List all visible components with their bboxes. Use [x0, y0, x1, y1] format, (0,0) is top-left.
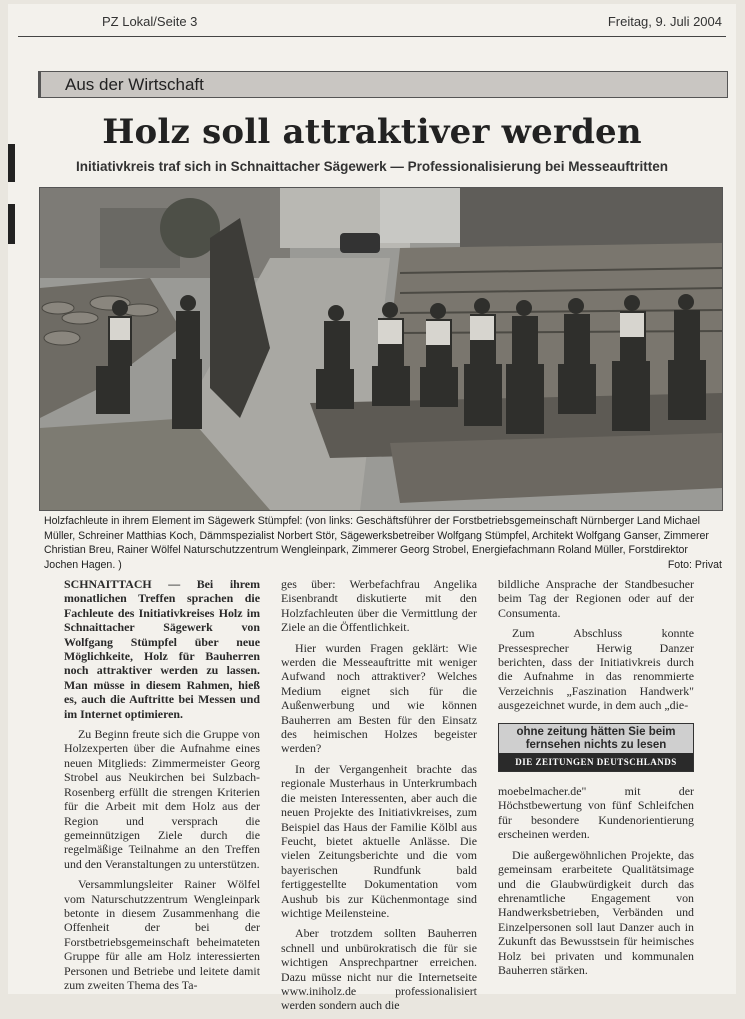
article-paragraph: ges über: Werbefachfrau Angelika Eisenbrandt diskutierte mit den Holzfachleuten über die Vermittlung der Ziele an die Öffentlichkeit.: [281, 577, 477, 635]
header-rule: [18, 36, 726, 37]
newspaper-ad-box: [498, 723, 694, 772]
photo-caption-text: Holzfachleute in ihrem Element im Sägewerk Stümpfel: (von links: Geschäftsführer der Forstbetriebsgemeinschaft Nürnberger Land Michael Müller, Schreiner Matthias Koch, Dämmspezialist Norbert Stör, Sägewerksbetreiber Wolfgang Stümpfel, Architekt Wolfgang Ganser, Zimmerer Christian Breu, Rainer Wölfel Naturschutzzentrum Wengleinpark, Zimmerer Georg Strobel, Energiefachmann Roland Müller, Forstdirektor Jochen Hagen. ): [44, 515, 709, 571]
newspaper-page: [8, 4, 736, 1013]
ad-signature: DIE ZEITUNGEN DEUTSCHLANDS: [499, 753, 693, 771]
article-lead: SCHNAITTACH — Bei ihrem monatlichen Treffen sprachen die Fachleute des Initiativkreises Holz im Schnaittacher Sägewerk von Wolfgang Stümpfel über neue Möglichkeite, Holz für Bauherren noch attraktiver werden zu lassen. Man müsse in diesem Rahmen, hieß es, auch die Auftritte bei Messen und im Internet optimieren.: [64, 577, 260, 721]
scan-edge-mark: [8, 204, 15, 244]
photo-credit: Foto: Privat: [667, 558, 722, 571]
article-column-2: [281, 577, 477, 1019]
page-header-section: PZ Lokal/Seite 3: [102, 14, 198, 29]
section-label: Aus der Wirtschaft: [38, 71, 728, 98]
article-paragraph: Zum Abschluss konnte Pressesprecher Herwig Danzer berichten, dass der Initiativkreis durch die Aufnahme in das renommierte Verzeichnis „Faszination Handwerk" ausgezeichnet wurde, in dem auch „die-: [498, 626, 694, 713]
article-paragraph: Die außergewöhnlichen Projekte, das gemeinsam erarbeitete Qualitätsimage und die Glaubwürdigkeit durch das ehrenamtliche Engagement von Handwerksbetrieben, Verbänden und Einzelpersonen soll laut Danzer auch in Zukunft das Bewusstsein für heimisches Holz bei privaten und kommunalen Bauherren stärken.: [498, 847, 694, 977]
article-paragraph: moebelmacher.de" mit der Höchstbewertung von fünf Schleifchen für besondere Kundenorientierung erscheinen werden.: [498, 784, 694, 842]
article-headline: Holz soll attraktiver werden: [102, 112, 642, 152]
photo-caption: [44, 514, 722, 572]
article-photo: [39, 187, 723, 511]
article-paragraph: Aber trotzdem sollten Bauherren schnell und unbürokratisch die für sie wichtigen Ansprechpartner erreichen. Dazu müsse nicht nur die Internetseite www.iniholz.de professionalisiert werden sondern auch die: [281, 926, 477, 1013]
photo-illustration: [40, 188, 722, 510]
article-paragraph: bildliche Ansprache der Standbesucher beim Tag der Regionen oder auf der Consumenta.: [498, 577, 694, 620]
article-paragraph: Versammlungsleiter Rainer Wölfel vom Naturschutzzentrum Wengleinpark betonte in diesem Zusammenhang die Offenheit der bei der Forstbetriebsgemeinschaft beheimateten Gruppe für alle am Holz interessierten Personen und Betriebe und leitete damit zum zweiten Thema des Ta-: [64, 877, 260, 992]
article-subheadline: Initiativkreis traf sich in Schnaittacher Sägewerk — Professionalisierung bei Messeauftritten: [76, 159, 668, 174]
ad-slogan: ohne zeitung hätten Sie beim fernsehen nichts zu lesen: [499, 724, 693, 753]
article-column-3: [498, 577, 694, 983]
page-header-date: Freitag, 9. Juli 2004: [607, 14, 722, 29]
article-paragraph: Hier wurden Fragen geklärt: Wie werden die Messeauftritte mit weniger Aufwand noch attraktiver? Welches Medium eignet sich für die Außenwerbung und wie können Bauherren am Besten für den Einsatz des heimischen Holzes begeister werden?: [281, 640, 477, 756]
article-column-1: [64, 577, 260, 998]
article-paragraph: Zu Beginn freute sich die Gruppe von Holzexperten über die Aufnahme eines neuen Mitglieds: Zimmermeister Georg Strobel aus Neukirchen bei Sulzbach-Rosenberg erfüllt die strengen Kriterien für die Arbeit mit dem Holz aus der Region und versprach die gemeinnützigen Ziele durch die regelmäßige Teilnahme an den Treffen und den Veranstaltungen zu unterstützen.: [64, 727, 260, 871]
article-paragraph: In der Vergangenheit brachte das regionale Musterhaus in Unterkrumbach die meisten Interessenten, aber auch die neuen Projekte des Initiativkreises, zum Beispiel das Haus der Familie Kölbl aus Feucht, bietet aktuelle Anlässe. Die vielen Zeitungsberichte und die vom bayerischen Rundfunk bald fertiggestellte Dokumentation vom Aushub bis zur Küchenmontage sind wichtige Meilensteine.: [281, 761, 477, 920]
